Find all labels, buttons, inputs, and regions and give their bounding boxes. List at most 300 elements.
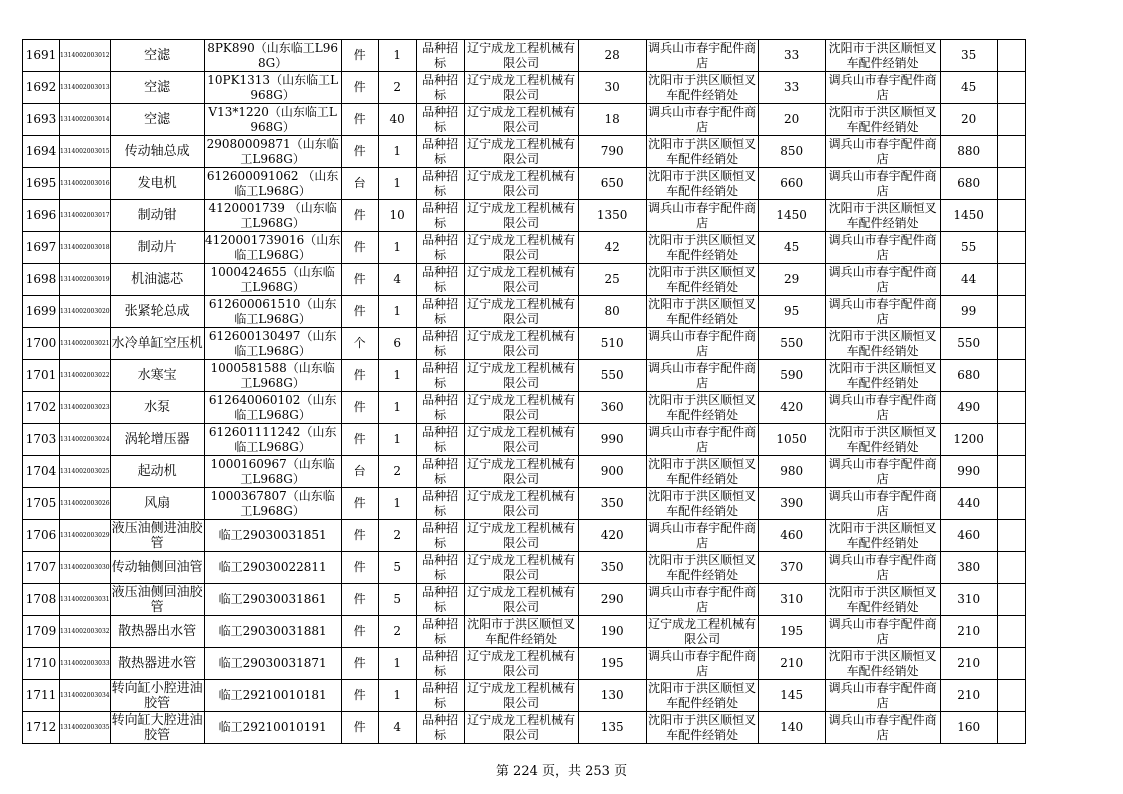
unit: 件 [341, 424, 378, 456]
supplier-3: 沈阳市于洪区顺恒叉车配件经销处 [825, 584, 940, 616]
price-2: 310 [758, 584, 825, 616]
supplier-2: 沈阳市于洪区顺恒叉车配件经销处 [648, 552, 757, 582]
item-model: 临工29210010191 [204, 712, 341, 744]
item-code: 1314002003017 [60, 200, 111, 232]
price-3: 44 [940, 264, 997, 296]
supplier-3: 调兵山市春宇配件商店 [825, 232, 940, 264]
seq-cell: 1696 [23, 200, 60, 232]
price-1: 135 [578, 712, 646, 744]
quantity: 5 [378, 552, 416, 584]
bid-method: 品种招标 [416, 136, 464, 168]
unit: 件 [341, 520, 378, 552]
seq-cell: 1712 [23, 712, 60, 744]
item-model: 612600061510（山东临工L968G） [204, 296, 341, 328]
blank-cell [997, 424, 1025, 456]
bid-method: 品种招标 [416, 552, 464, 584]
item-model: 4120001739016（山东临工L968G） [205, 232, 341, 262]
item-code: 1314002003032 [60, 616, 111, 648]
supplier-3: 调兵山市春宇配件商店 [825, 168, 940, 200]
supplier-3: 调兵山市春宇配件商店 [825, 456, 940, 488]
item-name: 传动轴侧回油管 [110, 552, 204, 584]
price-3: 1450 [940, 200, 997, 232]
supplier-1: 辽宁成龙工程机械有限公司 [464, 680, 578, 712]
price-3: 490 [940, 392, 997, 424]
item-model: 1000581588（山东临工L968G） [204, 360, 341, 392]
quantity: 2 [378, 72, 416, 104]
supplier-2: 沈阳市于洪区顺恒叉车配件经销处 [648, 392, 757, 422]
price-3: 460 [940, 520, 997, 552]
seq-cell: 1695 [23, 168, 60, 200]
supplier-2: 调兵山市春宇配件商店 [648, 520, 757, 550]
quantity: 40 [378, 104, 416, 136]
bid-method: 品种招标 [416, 104, 464, 136]
bid-method: 品种招标 [416, 264, 464, 296]
price-1: 420 [578, 520, 646, 552]
item-name: 涡轮增压器 [110, 424, 204, 456]
item-code: 1314002003035 [60, 712, 111, 744]
supplier-3: 沈阳市于洪区顺恒叉车配件经销处 [825, 104, 940, 136]
supplier-2: 调兵山市春宇配件商店 [648, 584, 757, 614]
price-2: 660 [758, 168, 825, 200]
item-code: 1314002003029 [60, 520, 111, 552]
quantity: 4 [378, 264, 416, 296]
seq-cell: 1699 [23, 296, 60, 328]
item-model: 临工29030031851 [204, 520, 341, 552]
supplier-3: 调兵山市春宇配件商店 [825, 392, 940, 424]
blank-cell [997, 72, 1025, 104]
item-code: 1314002003034 [60, 680, 111, 712]
price-2: 29 [758, 264, 825, 296]
supplier-2: 调兵山市春宇配件商店 [648, 40, 757, 70]
blank-cell [997, 328, 1025, 360]
price-2: 210 [758, 648, 825, 680]
supplier-3: 沈阳市于洪区顺恒叉车配件经销处 [825, 424, 940, 456]
supplier-3: 沈阳市于洪区顺恒叉车配件经销处 [825, 648, 940, 680]
seq-cell: 1711 [23, 680, 60, 712]
item-code: 1314002003015 [60, 136, 111, 168]
blank-cell [997, 648, 1025, 680]
quantity: 10 [378, 200, 416, 232]
supplier-3: 调兵山市春宇配件商店 [825, 136, 940, 168]
table-row [23, 520, 1026, 552]
unit: 件 [341, 40, 378, 72]
item-model: 临工29030031881 [204, 616, 341, 648]
bid-method: 品种招标 [416, 200, 464, 232]
unit: 件 [341, 136, 378, 168]
supplier-2: 沈阳市于洪区顺恒叉车配件经销处 [648, 296, 757, 326]
supplier-2: 调兵山市春宇配件商店 [648, 648, 757, 678]
item-name: 发电机 [110, 168, 204, 200]
supplier-1: 沈阳市于洪区顺恒叉车配件经销处 [464, 616, 578, 648]
item-name: 水冷单缸空压机 [110, 328, 204, 360]
price-1: 25 [578, 264, 646, 296]
blank-cell [997, 488, 1025, 520]
price-1: 130 [578, 680, 646, 712]
unit: 台 [341, 456, 378, 488]
bid-method: 品种招标 [416, 424, 464, 456]
table-row [23, 392, 1026, 424]
price-1: 990 [578, 424, 646, 456]
seq-cell: 1704 [23, 456, 60, 488]
supplier-2: 沈阳市于洪区顺恒叉车配件经销处 [648, 136, 757, 166]
quantity: 1 [378, 392, 416, 424]
supplier-3: 沈阳市于洪区顺恒叉车配件经销处 [825, 200, 940, 232]
item-code: 1314002003031 [60, 584, 111, 616]
table-row [23, 584, 1026, 616]
bid-method: 品种招标 [416, 648, 464, 680]
supplier-1: 辽宁成龙工程机械有限公司 [464, 296, 578, 328]
seq-cell: 1702 [23, 392, 60, 424]
item-name: 水泵 [110, 392, 204, 424]
supplier-3: 调兵山市春宇配件商店 [825, 488, 940, 520]
price-2: 420 [758, 392, 825, 424]
item-code: 1314002003013 [60, 72, 111, 104]
supplier-1: 辽宁成龙工程机械有限公司 [464, 200, 578, 232]
price-3: 990 [940, 456, 997, 488]
quantity: 1 [378, 296, 416, 328]
item-code: 1314002003024 [60, 424, 111, 456]
supplier-2: 辽宁成龙工程机械有限公司 [648, 616, 757, 646]
supplier-1: 辽宁成龙工程机械有限公司 [464, 712, 578, 744]
quantity: 4 [378, 712, 416, 744]
price-3: 55 [940, 232, 997, 264]
item-name: 传动轴总成 [110, 136, 204, 168]
price-1: 290 [578, 584, 646, 616]
supplier-2: 沈阳市于洪区顺恒叉车配件经销处 [648, 72, 757, 102]
quantity: 1 [378, 168, 416, 200]
item-name: 散热器进水管 [110, 648, 204, 680]
supplier-1: 辽宁成龙工程机械有限公司 [464, 72, 578, 104]
item-code: 1314002003016 [60, 168, 111, 200]
supplier-1: 辽宁成龙工程机械有限公司 [464, 360, 578, 392]
item-name: 起动机 [110, 456, 204, 488]
table-row [23, 136, 1026, 168]
blank-cell [997, 712, 1025, 744]
price-3: 680 [940, 360, 997, 392]
unit: 件 [341, 232, 378, 264]
blank-cell [997, 104, 1025, 136]
item-code: 1314002003022 [60, 360, 111, 392]
bid-method: 品种招标 [416, 168, 464, 200]
table-row [23, 360, 1026, 392]
supplier-3: 调兵山市春宇配件商店 [825, 616, 940, 648]
quantity: 1 [378, 680, 416, 712]
table-row [23, 328, 1026, 360]
price-1: 28 [578, 40, 646, 72]
quantity: 5 [378, 584, 416, 616]
supplier-3: 调兵山市春宇配件商店 [825, 680, 940, 712]
price-2: 590 [758, 360, 825, 392]
seq-cell: 1709 [23, 616, 60, 648]
price-1: 30 [578, 72, 646, 104]
item-code: 1314002003019 [60, 264, 111, 296]
unit: 件 [341, 200, 378, 232]
supplier-2: 沈阳市于洪区顺恒叉车配件经销处 [648, 488, 757, 518]
price-2: 550 [758, 328, 825, 360]
price-2: 195 [758, 616, 825, 648]
price-3: 550 [940, 328, 997, 360]
supplier-2: 调兵山市春宇配件商店 [648, 424, 757, 454]
item-model: 8PK890（山东临工L968G） [204, 40, 341, 72]
item-code: 1314002003012 [60, 40, 111, 72]
supplier-3: 沈阳市于洪区顺恒叉车配件经销处 [825, 520, 940, 552]
supplier-2: 沈阳市于洪区顺恒叉车配件经销处 [648, 232, 757, 262]
unit: 件 [341, 584, 378, 616]
table-row [23, 232, 1026, 264]
table-row [23, 424, 1026, 456]
supplier-1: 辽宁成龙工程机械有限公司 [464, 648, 578, 680]
seq-cell: 1703 [23, 424, 60, 456]
bid-method: 品种招标 [416, 680, 464, 712]
unit: 个 [341, 328, 378, 360]
bid-method: 品种招标 [416, 360, 464, 392]
supplier-1: 辽宁成龙工程机械有限公司 [464, 456, 578, 488]
item-name: 空滤 [110, 72, 204, 104]
quantity: 1 [378, 40, 416, 72]
supplier-1: 辽宁成龙工程机械有限公司 [464, 584, 578, 616]
price-1: 790 [578, 136, 646, 168]
supplier-2: 沈阳市于洪区顺恒叉车配件经销处 [648, 168, 757, 198]
seq-cell: 1710 [23, 648, 60, 680]
item-code: 1314002003030 [60, 552, 111, 584]
unit: 件 [341, 360, 378, 392]
price-3: 680 [940, 168, 997, 200]
supplier-3: 调兵山市春宇配件商店 [825, 264, 940, 296]
supplier-1: 辽宁成龙工程机械有限公司 [464, 136, 578, 168]
supplier-2: 调兵山市春宇配件商店 [648, 104, 757, 134]
supplier-3: 调兵山市春宇配件商店 [825, 712, 940, 744]
table-row [23, 264, 1026, 296]
bid-method: 品种招标 [416, 328, 464, 360]
blank-cell [997, 680, 1025, 712]
price-1: 510 [578, 328, 646, 360]
blank-cell [997, 232, 1025, 264]
supplier-1: 辽宁成龙工程机械有限公司 [464, 328, 578, 360]
blank-cell [997, 360, 1025, 392]
unit: 件 [341, 616, 378, 648]
seq-cell: 1706 [23, 520, 60, 552]
price-1: 80 [578, 296, 646, 328]
seq-cell: 1705 [23, 488, 60, 520]
item-model: 临工29030031871 [204, 648, 341, 680]
supplier-3: 调兵山市春宇配件商店 [825, 552, 940, 584]
price-3: 440 [940, 488, 997, 520]
unit: 件 [341, 648, 378, 680]
blank-cell [997, 296, 1025, 328]
unit: 件 [341, 488, 378, 520]
quantity: 1 [378, 424, 416, 456]
item-name: 散热器出水管 [110, 616, 204, 648]
bid-method: 品种招标 [416, 232, 464, 264]
price-1: 550 [578, 360, 646, 392]
table-row [23, 456, 1026, 488]
price-2: 95 [758, 296, 825, 328]
quantity: 2 [378, 520, 416, 552]
price-3: 210 [940, 648, 997, 680]
table-row [23, 616, 1026, 648]
item-name: 制动片 [110, 232, 204, 264]
price-1: 18 [578, 104, 646, 136]
quantity: 1 [378, 136, 416, 168]
item-model: 612640060102（山东临工L968G） [204, 392, 341, 424]
price-3: 160 [940, 712, 997, 744]
supplier-2: 调兵山市春宇配件商店 [648, 200, 757, 230]
supplier-3: 调兵山市春宇配件商店 [825, 296, 940, 328]
item-model: 29080009871（山东临工L968G） [204, 136, 341, 168]
seq-cell: 1700 [23, 328, 60, 360]
supplier-2: 调兵山市春宇配件商店 [648, 328, 757, 358]
quantity: 1 [378, 488, 416, 520]
supplier-1: 辽宁成龙工程机械有限公司 [464, 264, 578, 296]
blank-cell [997, 40, 1025, 72]
item-name: 液压油侧进油胶管 [111, 520, 203, 551]
supplier-1: 辽宁成龙工程机械有限公司 [464, 488, 578, 520]
item-name: 水寒宝 [110, 360, 204, 392]
price-2: 20 [758, 104, 825, 136]
price-2: 370 [758, 552, 825, 584]
item-model: 612600130497（山东临工L968G） [204, 328, 341, 360]
seq-cell: 1697 [23, 232, 60, 264]
item-name: 制动钳 [110, 200, 204, 232]
price-3: 1200 [940, 424, 997, 456]
supplier-1: 辽宁成龙工程机械有限公司 [464, 104, 578, 136]
table-row [23, 168, 1026, 200]
price-2: 850 [758, 136, 825, 168]
item-name: 转向缸小腔进油胶管 [111, 680, 203, 711]
item-code: 1314002003023 [60, 392, 111, 424]
bid-method: 品种招标 [416, 72, 464, 104]
blank-cell [997, 552, 1025, 584]
price-2: 1450 [758, 200, 825, 232]
price-3: 310 [940, 584, 997, 616]
supplier-1: 辽宁成龙工程机械有限公司 [464, 392, 578, 424]
quantity: 1 [378, 232, 416, 264]
price-3: 35 [940, 40, 997, 72]
supplier-1: 辽宁成龙工程机械有限公司 [464, 168, 578, 200]
price-2: 33 [758, 40, 825, 72]
item-model: 1000424655（山东临工L968G） [204, 264, 341, 296]
item-model: 612601111242（山东临工L968G） [204, 424, 341, 456]
price-3: 380 [940, 552, 997, 584]
item-model: 临工29030031861 [204, 584, 341, 616]
seq-cell: 1701 [23, 360, 60, 392]
item-model: 临工29030022811 [204, 552, 341, 584]
price-2: 33 [758, 72, 825, 104]
quantity: 6 [378, 328, 416, 360]
item-code: 1314002003033 [60, 648, 111, 680]
price-2: 980 [758, 456, 825, 488]
table-row [23, 296, 1026, 328]
item-model: 10PK1313（山东临工L968G） [204, 72, 341, 104]
supplier-3: 沈阳市于洪区顺恒叉车配件经销处 [825, 328, 940, 360]
price-3: 210 [940, 680, 997, 712]
item-model: 1000160967（山东临工L968G） [204, 456, 341, 488]
unit: 件 [341, 296, 378, 328]
supplier-1: 辽宁成龙工程机械有限公司 [464, 520, 578, 552]
seq-cell: 1692 [23, 72, 60, 104]
price-3: 210 [940, 616, 997, 648]
item-code: 1314002003026 [60, 488, 111, 520]
unit: 件 [341, 72, 378, 104]
blank-cell [997, 392, 1025, 424]
blank-cell [997, 584, 1025, 616]
table-row [23, 104, 1026, 136]
price-1: 900 [578, 456, 646, 488]
item-code: 1314002003021 [60, 328, 111, 360]
seq-cell: 1691 [23, 40, 60, 72]
supplier-1: 辽宁成龙工程机械有限公司 [464, 424, 578, 456]
blank-cell [997, 168, 1025, 200]
table-row [23, 552, 1026, 584]
price-3: 880 [940, 136, 997, 168]
table-row [23, 488, 1026, 520]
price-1: 42 [578, 232, 646, 264]
item-name: 液压油侧回油胶管 [111, 584, 203, 615]
quantity: 2 [378, 616, 416, 648]
unit: 件 [341, 264, 378, 296]
price-1: 650 [578, 168, 646, 200]
unit: 台 [341, 168, 378, 200]
item-model: 612600091062 （山东临工L968G） [204, 168, 341, 200]
supplier-3: 沈阳市于洪区顺恒叉车配件经销处 [825, 360, 940, 392]
price-3: 20 [940, 104, 997, 136]
price-2: 390 [758, 488, 825, 520]
page-footer: 第 224 页，共 253 页 [495, 764, 628, 779]
item-code: 1314002003018 [60, 232, 111, 264]
seq-cell: 1708 [23, 584, 60, 616]
unit: 件 [341, 104, 378, 136]
supplier-2: 沈阳市于洪区顺恒叉车配件经销处 [648, 712, 757, 742]
price-2: 45 [758, 232, 825, 264]
item-model: 4120001739 （山东临工L968G） [204, 200, 341, 232]
blank-cell [997, 616, 1025, 648]
quantity: 2 [378, 456, 416, 488]
table-row [23, 680, 1026, 712]
supplier-3: 调兵山市春宇配件商店 [825, 72, 940, 104]
supplier-1: 辽宁成龙工程机械有限公司 [464, 232, 578, 264]
table-row [23, 712, 1026, 744]
price-1: 350 [578, 552, 646, 584]
price-1: 360 [578, 392, 646, 424]
price-3: 45 [940, 72, 997, 104]
unit: 件 [341, 680, 378, 712]
item-model: V13*1220（山东临工L968G） [204, 104, 341, 136]
supplier-3: 沈阳市于洪区顺恒叉车配件经销处 [825, 40, 940, 72]
price-1: 190 [578, 616, 646, 648]
price-2: 145 [758, 680, 825, 712]
supplier-1: 辽宁成龙工程机械有限公司 [464, 552, 578, 584]
item-code: 1314002003020 [60, 296, 111, 328]
table-row [23, 200, 1026, 232]
price-1: 195 [578, 648, 646, 680]
blank-cell [997, 200, 1025, 232]
price-2: 140 [758, 712, 825, 744]
blank-cell [997, 456, 1025, 488]
item-name: 转向缸大腔进油胶管 [111, 712, 203, 743]
bid-method: 品种招标 [416, 488, 464, 520]
unit: 件 [341, 392, 378, 424]
blank-cell [997, 136, 1025, 168]
table-row [23, 72, 1026, 104]
item-code: 1314002003014 [60, 104, 111, 136]
quantity: 1 [378, 360, 416, 392]
bid-method: 品种招标 [416, 296, 464, 328]
supplier-2: 沈阳市于洪区顺恒叉车配件经销处 [648, 264, 757, 294]
supplier-1: 辽宁成龙工程机械有限公司 [464, 40, 578, 72]
seq-cell: 1707 [23, 552, 60, 584]
price-2: 460 [758, 520, 825, 552]
item-name: 空滤 [110, 40, 204, 72]
